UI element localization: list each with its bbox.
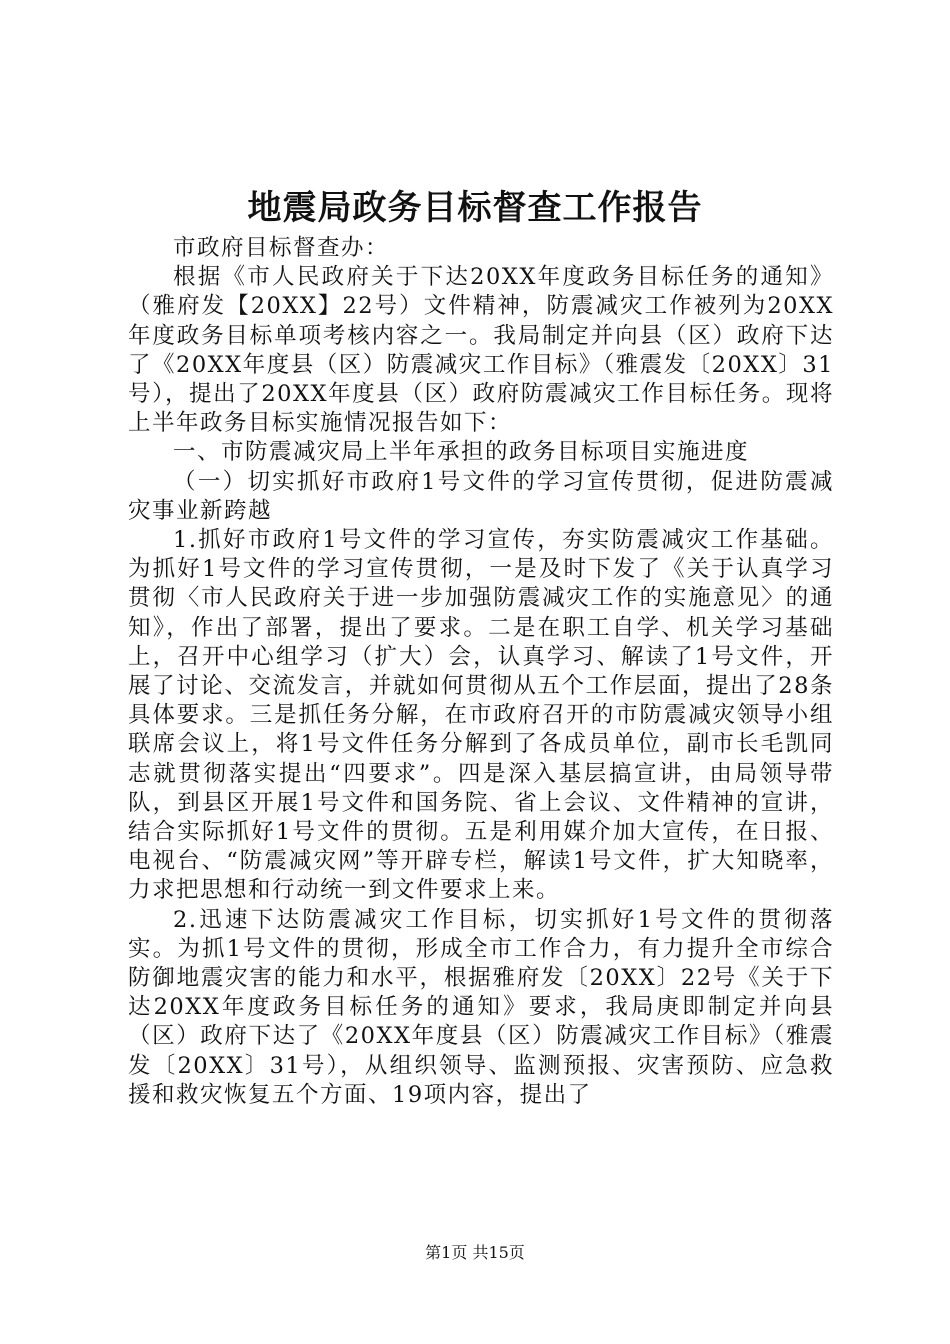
item-paragraph-1: 1.抓好市政府1号文件的学习宣传，夯实防震减灾工作基础。为抓好1号文件的学习宣传贯彻，一是及时下发了《关于认真学习贯彻〈市人民政府关于进一步加强防震减灾工作的实施意见〉的通知》，作出了部署，提出了要求。二是在职工自学、机关学习基础上，召开中心组学习（扩大）会，认真学习、解读了1号文件，开展了讨论、交流发言，并就如何贯彻从五个工作层面，提出了28条具体要求。三是抓任务分解，在市政府召开的市防震减灾领导小组联席会议上，将1号文件任务分解到了各成员单位，副市长毛凯同志就贯彻落实提出“四要求”。四是深入基层搞宣讲，由局领导带队，到县区开展1号文件和国务院、省上会议、文件精神的宣讲，结合实际抓好1号文件的贯彻。五是利用媒介加大宣传，在日报、电视台、“防震减灾网”等开辟专栏，解读1号文件，扩大知晓率，力求把思想和行动统一到文件要求上来。 [128,527,834,904]
salutation: 市政府目标督查办： [173,235,390,261]
document-body [128,234,834,1110]
intro-paragraph: 根据《市人民政府关于下达20XX年度政务目标任务的通知》（雅府发【20XX】22号）文件精神，防震减灾工作被列为20XX年度政务目标单项考核内容之一。我局制定并向县（区）政府下达了《20XX年度县（区）防震减灾工作目标》（雅震发〔20XX〕31号），提出了20XX年度县（区）政府防震减灾工作目标任务。现将上半年政务目标实施情况报告如下： [128,264,834,437]
subsection-heading: （一）切实抓好市政府1号文件的学习宣传贯彻，促进防震减灾事业新跨越 [128,468,834,524]
section-heading: 一、市防震减灾局上半年承担的政务目标项目实施进度 [173,439,750,466]
page-footer: 第1页 共15页 [425,1243,525,1262]
document-title: 地震局政务目标督查工作报告 [247,188,703,228]
item-paragraph-2: 2.迅速下达防震减灾工作目标，切实抓好1号文件的贯彻落实。为抓1号文件的贯彻，形成全市工作合力，有力提升全市综合防御地震灾害的能力和水平，根据雅府发〔20XX〕22号《关于下达20XX年度政务目标任务的通知》要求，我局庚即制定并向县（区）政府下达了《20XX年度县（区）防震减灾工作目标》（雅震发〔20XX〕31号），从组织领导、监测预报、灾害预防、应急救援和救灾恢复五个方面、19项内容，提出了 [128,906,834,1108]
